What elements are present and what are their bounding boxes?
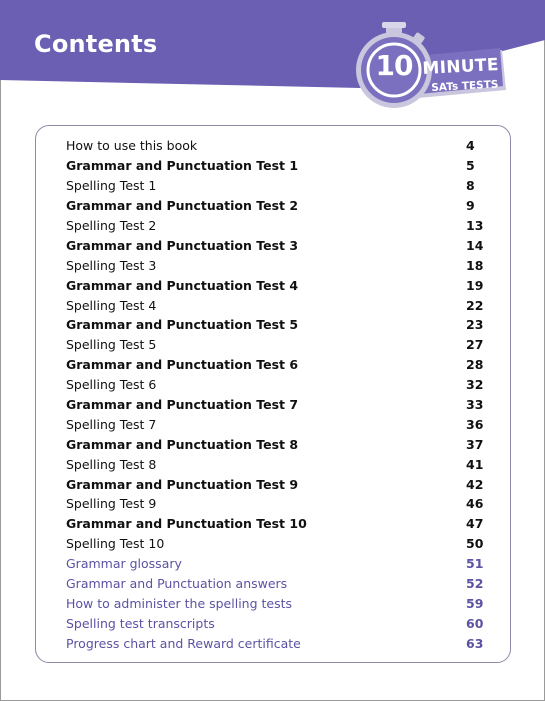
toc-entry-label: Spelling Test 6 (66, 377, 157, 393)
toc-entry-label: Progress chart and Reward certificate (66, 635, 301, 651)
toc-entry-page-number: 60 (466, 615, 484, 631)
toc-entry[interactable] (66, 414, 486, 434)
badge-number: 10 (375, 49, 413, 82)
toc-entry-label: Grammar and Punctuation Test 3 (66, 237, 299, 253)
toc-entry-label: Grammar and Punctuation answers (66, 576, 288, 592)
page-title: Contents (34, 30, 158, 58)
toc-entry-page-number: 41 (466, 456, 484, 472)
toc-entry[interactable] (66, 534, 486, 554)
toc-entry-label: Spelling test transcripts (66, 615, 215, 631)
toc-entry[interactable] (66, 474, 486, 494)
toc-entry-label: Spelling Test 8 (66, 456, 157, 472)
toc-entry-page-number: 37 (466, 436, 484, 452)
toc-entry-label: Grammar and Punctuation Test 6 (66, 357, 299, 373)
toc-entry-page-number: 19 (466, 277, 484, 293)
toc-entry[interactable] (66, 335, 486, 355)
toc-entry[interactable] (66, 176, 486, 196)
toc-entry-label: Grammar and Punctuation Test 10 (66, 516, 307, 532)
toc-entry[interactable] (66, 454, 486, 474)
toc-entry-label: Spelling Test 9 (66, 496, 157, 512)
toc-entry[interactable] (66, 136, 486, 156)
toc-entry-page-number: 22 (466, 297, 484, 313)
toc-entry[interactable] (66, 395, 486, 415)
toc-entry-label: Grammar and Punctuation Test 1 (66, 158, 299, 174)
toc-entry[interactable] (66, 613, 486, 633)
toc-entry[interactable] (66, 375, 486, 395)
toc-entry[interactable] (66, 554, 486, 574)
toc-entry[interactable] (66, 216, 486, 236)
badge-word: MINUTE (422, 55, 500, 79)
toc-entry-page-number: 8 (466, 178, 475, 194)
contents-box (35, 125, 511, 663)
toc-entry-page-number: 14 (466, 237, 484, 253)
toc-entry-page-number: 59 (466, 595, 484, 611)
toc-entry-page-number: 36 (466, 416, 484, 432)
toc-entry-label: Grammar and Punctuation Test 5 (66, 317, 299, 333)
toc-entry-page-number: 50 (466, 536, 484, 552)
toc-entry-page-number: 63 (466, 635, 484, 651)
toc-entry-label: Spelling Test 10 (66, 536, 165, 552)
toc-entry[interactable] (66, 196, 486, 216)
toc-entry-label: Spelling Test 5 (66, 337, 157, 353)
toc-entry-page-number: 28 (466, 357, 484, 373)
toc-entry-page-number: 33 (466, 397, 484, 413)
toc-entry-page-number: 27 (466, 337, 484, 353)
toc-entry-page-number: 51 (466, 556, 484, 572)
toc-entry-label: Spelling Test 2 (66, 218, 157, 233)
toc-entry-label: Grammar and Punctuation Test 8 (66, 436, 299, 452)
toc-entry[interactable] (66, 275, 486, 295)
toc-entry-label: Spelling Test 1 (66, 178, 157, 194)
toc-entry-label: Spelling Test 4 (66, 297, 157, 313)
toc-entry-label: Grammar and Punctuation Test 2 (66, 198, 299, 214)
toc-entry-page-number: 42 (466, 476, 484, 492)
badge-subtitle: SATs TESTS (431, 78, 499, 94)
toc-entry-label: Grammar glossary (66, 556, 182, 572)
toc-entry[interactable] (66, 295, 486, 315)
toc-entry-label: Grammar and Punctuation Test 7 (66, 397, 299, 413)
toc-entry-page-number: 52 (466, 576, 484, 592)
toc-entry-page-number: 47 (466, 516, 484, 532)
toc-entry-page-number: 46 (466, 496, 484, 512)
toc-entry[interactable] (66, 593, 486, 613)
toc-entry[interactable] (66, 494, 486, 514)
toc-list (66, 136, 486, 653)
toc-entry-page-number: 18 (466, 257, 484, 273)
toc-entry-label: Grammar and Punctuation Test 4 (66, 277, 299, 293)
toc-entry-page-number: 13 (466, 218, 484, 233)
toc-entry[interactable] (66, 255, 486, 275)
toc-entry[interactable] (66, 156, 486, 176)
toc-entry-page-number: 23 (466, 317, 484, 333)
toc-entry-page-number: 32 (466, 377, 484, 393)
toc-entry-page-number: 5 (466, 158, 475, 174)
ten-minute-sats-badge (352, 20, 512, 112)
toc-entry-label: How to administer the spelling tests (66, 595, 293, 611)
toc-entry[interactable] (66, 514, 486, 534)
toc-entry-label: Spelling Test 7 (66, 416, 157, 432)
toc-entry[interactable] (66, 315, 486, 335)
toc-entry[interactable] (66, 235, 486, 255)
toc-entry[interactable] (66, 355, 486, 375)
toc-entry[interactable] (66, 434, 486, 454)
toc-entry[interactable] (66, 574, 486, 594)
toc-entry-label: How to use this book (66, 138, 198, 154)
toc-entry[interactable] (66, 633, 486, 653)
toc-entry-label: Grammar and Punctuation Test 9 (66, 476, 299, 492)
toc-entry-page-number: 9 (466, 198, 475, 214)
toc-entry-label: Spelling Test 3 (66, 257, 157, 273)
toc-entry-page-number: 4 (466, 138, 475, 154)
